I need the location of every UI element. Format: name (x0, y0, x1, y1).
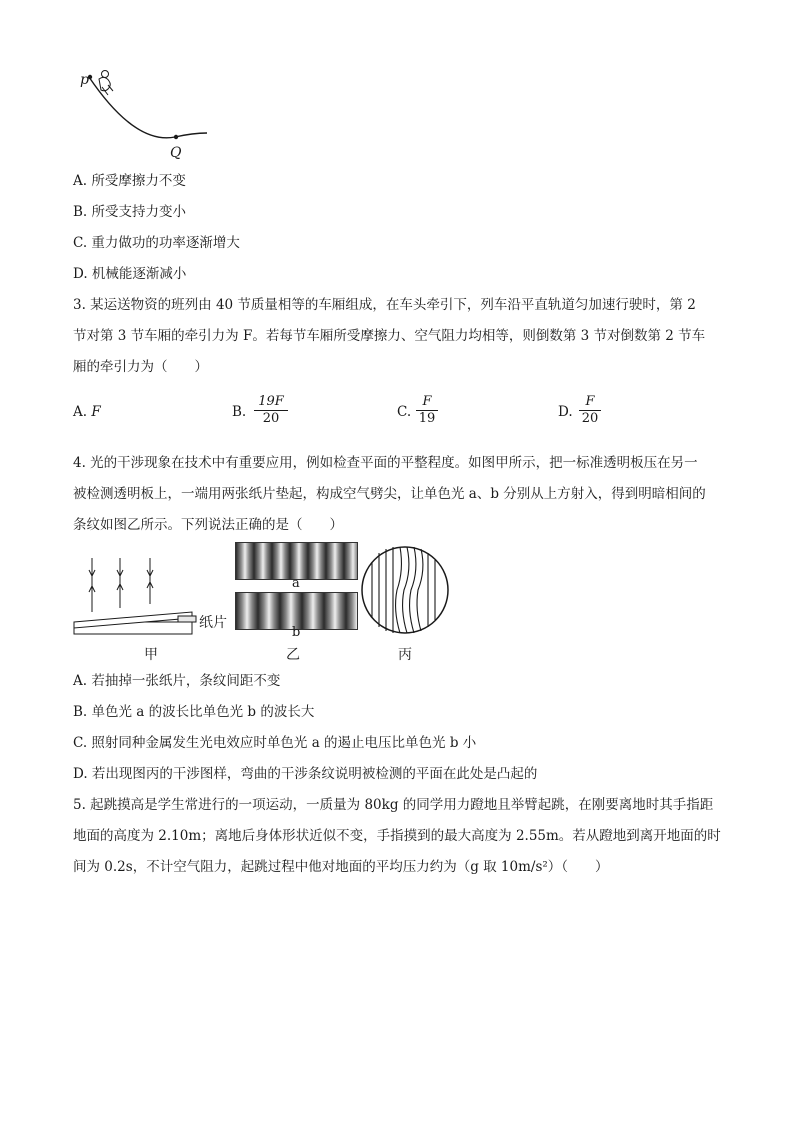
q2-option-b: B. 所受支持力变小 (73, 204, 187, 220)
q3-option-c-numerator: F (416, 394, 438, 411)
curved-track (89, 77, 207, 138)
q3-option-b-fraction (254, 394, 288, 427)
q3-line-2: 节对第 3 节车厢的牵引力为 F。若每节车厢所受摩擦力、空气阻力均相等，则倒数第 3 节对倒数第 2 节车 (73, 328, 706, 344)
q3-option-d-letter: D. (558, 404, 573, 420)
q3-option-c-letter: C. (397, 404, 412, 420)
q3-option-b-numerator: 19F (254, 394, 288, 411)
q2-option-c: C. 重力做功的功率逐渐增大 (73, 235, 240, 251)
q3-option-a (73, 404, 101, 420)
q3-option-a-letter: A. (73, 404, 88, 420)
q4-line-2: 被检测透明板上，一端用两张纸片垫起，构成空气劈尖，让单色光 a、b 分别从上方射入，得到明暗相间的 (73, 486, 706, 502)
figure-jia (72, 548, 202, 640)
label-paper: 纸片 (199, 615, 227, 631)
q3-option-c-denominator: 19 (418, 411, 436, 426)
label-q: Q (170, 145, 182, 161)
q5-line-2: 地面的高度为 2.10m；离地后身体形状近似不变，手指摸到的最大高度为 2.55m。若从蹬地到离开地面的时 (73, 828, 721, 844)
q3-option-b-denominator: 20 (262, 411, 280, 426)
q3-line-3: 厢的牵引力为（ ） (73, 359, 208, 375)
q4-option-a: A. 若抽掉一张纸片，条纹间距不变 (73, 673, 281, 689)
track-figure (75, 65, 215, 165)
q4-line-3: 条纹如图乙所示。下列说法正确的是（ ） (73, 517, 343, 533)
q5-line-3: 间为 0.2s，不计空气阻力，起跳过程中他对地面的平均压力约为（g 取 10m/s²）（ ） (73, 859, 609, 875)
q3-option-d-numerator: F (579, 394, 601, 411)
label-jia: 甲 (144, 647, 158, 663)
child-icon (99, 71, 113, 96)
q3-option-c-fraction (416, 394, 438, 427)
q3-option-b-letter: B. (232, 404, 247, 420)
q2-option-d: D. 机械能逐渐减小 (73, 266, 187, 282)
label-yi: 乙 (286, 647, 300, 663)
q3-option-d-fraction (579, 394, 601, 427)
label-a: a (292, 576, 300, 591)
fringe-strip-a (235, 542, 358, 580)
q3-option-d-denominator: 20 (581, 411, 599, 426)
q2-option-a: A. 所受摩擦力不变 (73, 173, 186, 189)
q4-option-d: D. 若出现图丙的干涉图样，弯曲的干涉条纹说明被检测的平面在此处是凸起的 (73, 766, 538, 782)
q4-line-1: 4. 光的干涉现象在技术中有重要应用，例如检查平面的平整程度。如图甲所示，把一标准透明板压在另一 (73, 455, 698, 471)
label-bing: 丙 (398, 647, 412, 663)
q3-line-1: 3. 某运送物资的班列由 40 节质量相等的车厢组成，在车头牵引下，列车沿平直轨道匀加速行驶时，第 2 (73, 297, 696, 313)
q5-line-1: 5. 起跳摸高是学生常进行的一项运动，一质量为 80kg 的同学用力蹬地且举臂起跳，在刚要离地时其手指距 (73, 797, 714, 813)
figure-bing (360, 540, 450, 640)
point-q (174, 135, 178, 139)
q4-option-c: C. 照射同种金属发生光电效应时单色光 a 的遏止电压比单色光 b 小 (73, 735, 477, 751)
q4-option-b: B. 单色光 a 的波长比单色光 b 的波长大 (73, 704, 315, 720)
label-b: b (292, 625, 301, 640)
label-p: p (80, 72, 89, 88)
q3-option-a-value: F (91, 404, 101, 420)
